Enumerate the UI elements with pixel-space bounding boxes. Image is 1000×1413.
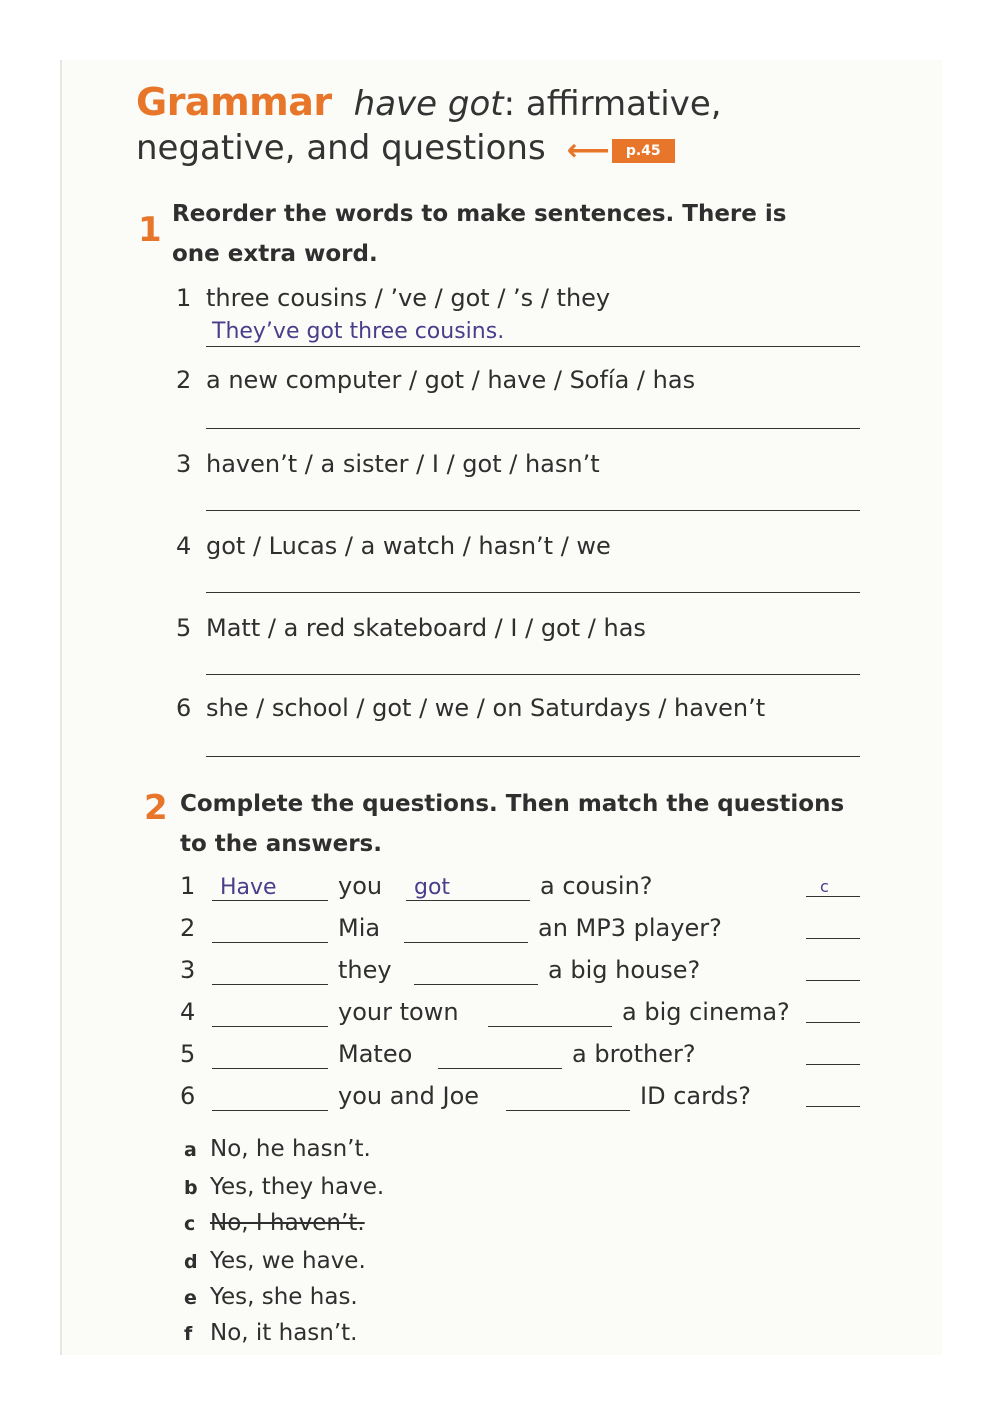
question-row [180,998,860,1030]
answer-option [184,1248,366,1274]
item-number: 6 [176,694,192,722]
exercise-2-number: 2 [144,788,168,828]
answer-option [184,1136,371,1162]
exercise-1-item [176,450,600,478]
item-prompt: a new computer / got / have / Sofía / has [206,366,696,394]
question-row [180,872,860,904]
answer-text: Yes, she has. [210,1284,358,1310]
item-prompt: she / school / got / we / on Saturdays / haven’t [206,694,766,722]
answer-field[interactable] [206,398,860,429]
answer-letter: e [184,1287,197,1309]
match-answer-field[interactable] [806,1040,860,1065]
blank-got[interactable] [438,1040,562,1069]
item-number: 2 [176,366,192,394]
exercise-2-instruction [180,784,860,864]
exercise-1-number: 1 [138,210,162,250]
question-row [180,1040,860,1072]
blank-got[interactable] [506,1082,630,1111]
answer-field[interactable] [206,480,860,511]
answer-letter: a [184,1139,197,1161]
exercise-1-item [176,284,610,312]
question-object: a big house? [548,956,701,984]
match-answer-field[interactable] [806,1082,860,1107]
answer-option [184,1174,384,1200]
handwritten-answer: They’ve got three cousins. [212,319,505,344]
question-object: a cousin? [540,872,653,900]
title-rest-1: : affirmative, [503,84,722,124]
answer-field[interactable] [206,562,860,593]
answer-option [184,1210,365,1236]
item-number: 5 [176,614,192,642]
exercise-2-instruction-line2: to the answers. [180,831,382,857]
question-subject: you [338,872,383,900]
item-number: 3 [176,450,192,478]
answer-text: Yes, we have. [210,1248,366,1274]
blank-got[interactable] [406,872,530,901]
page-title [136,80,722,124]
item-number: 1 [176,284,192,312]
exercise-1-item [176,614,646,642]
item-prompt: three cousins / ’ve / got / ’s / they [206,284,611,312]
blank-got[interactable] [414,956,538,985]
question-number: 4 [180,998,196,1026]
answer-letter: d [184,1251,198,1273]
exercise-1-item [176,694,765,722]
exercise-2-instruction-line1: Complete the questions. Then match the questions [180,791,845,817]
answer-letter: c [184,1213,196,1235]
arrow-left-icon: ⟵ [566,133,610,168]
handwritten-answer: got [414,875,451,900]
title-italic: have got [353,84,504,124]
match-answer-field[interactable] [806,872,860,897]
question-object: a big cinema? [622,998,790,1026]
blank-got[interactable] [488,998,612,1027]
answer-letter: b [184,1177,198,1199]
answer-letter: f [184,1323,193,1345]
question-number: 5 [180,1040,196,1068]
question-row [180,914,860,946]
answer-text: No, I haven’t. [210,1210,365,1236]
question-subject: Mia [338,914,381,942]
item-prompt: got / Lucas / a watch / hasn’t / we [206,532,611,560]
blank-auxiliary[interactable] [212,998,328,1027]
page-title-line2 [136,128,675,172]
blank-auxiliary[interactable] [212,914,328,943]
item-number: 4 [176,532,192,560]
handwritten-match: c [820,877,829,896]
item-prompt: haven’t / a sister / I / got / hasn’t [206,450,600,478]
answer-field[interactable] [206,726,860,757]
blank-auxiliary[interactable] [212,1082,328,1111]
question-object: a brother? [572,1040,696,1068]
exercise-1-item [176,532,611,560]
question-subject: your town [338,998,459,1026]
question-subject: you and Joe [338,1082,480,1110]
question-object: an MP3 player? [538,914,722,942]
page-reference [567,133,675,168]
blank-auxiliary[interactable] [212,872,328,901]
blank-got[interactable] [404,914,528,943]
answer-option [184,1284,358,1310]
match-answer-field[interactable] [806,914,860,939]
question-number: 2 [180,914,196,942]
blank-auxiliary[interactable] [212,956,328,985]
answer-option [184,1320,358,1346]
question-subject: they [338,956,392,984]
item-prompt: Matt / a red skateboard / I / got / has [206,614,646,642]
question-object: ID cards? [640,1082,752,1110]
grammar-heading: Grammar [136,80,332,124]
answer-text: No, it hasn’t. [210,1320,358,1346]
match-answer-field[interactable] [806,956,860,981]
title-rest-2: negative, and questions [136,128,546,168]
page-ref-tag: p.45 [612,139,675,163]
question-number: 3 [180,956,196,984]
handwritten-answer: Have [220,875,277,900]
answer-text: No, he hasn’t. [210,1136,371,1162]
exercise-1-instruction-line2: one extra word. [172,241,378,267]
match-answer-field[interactable] [806,998,860,1023]
exercise-1-item [176,366,695,394]
question-subject: Mateo [338,1040,413,1068]
question-row [180,1082,860,1114]
exercise-1-instruction-line1: Reorder the words to make sentences. There is [172,201,787,227]
answer-field[interactable] [206,316,860,347]
question-number: 6 [180,1082,196,1110]
question-number: 1 [180,872,196,900]
answer-field[interactable] [206,644,860,675]
exercise-1-instruction [172,194,852,274]
answer-text: Yes, they have. [210,1174,385,1200]
blank-auxiliary[interactable] [212,1040,328,1069]
question-row [180,956,860,988]
